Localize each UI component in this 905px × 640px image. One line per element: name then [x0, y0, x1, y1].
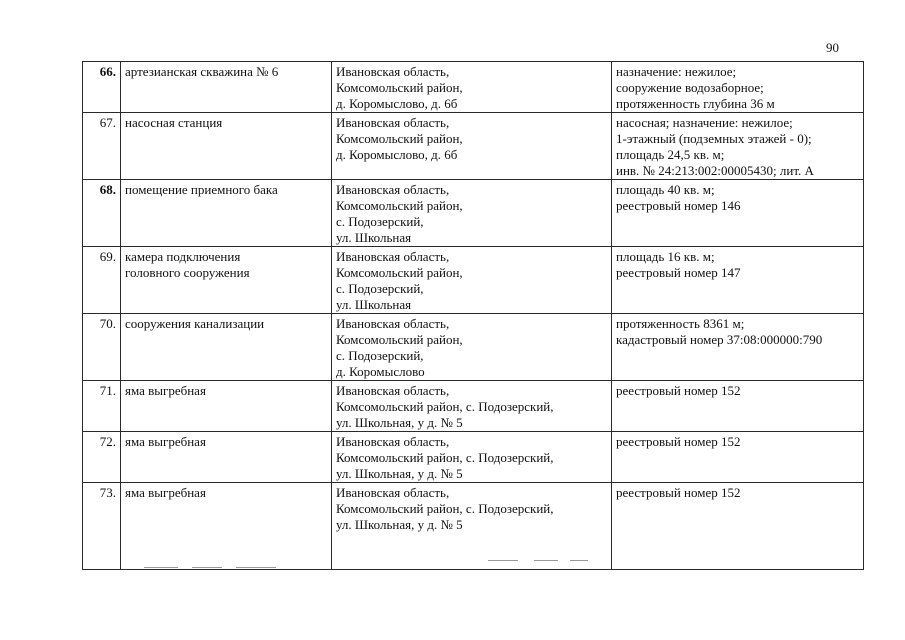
details-cell [612, 381, 864, 432]
details-line: реестровый номер 146 [616, 198, 741, 213]
address-line: Комсомольский район, с. Подозерский, [336, 399, 554, 414]
details-cell [612, 314, 864, 381]
address-line: Комсомольский район, с. Подозерский, [336, 450, 554, 465]
details-cell [612, 247, 864, 314]
details-cell [612, 180, 864, 247]
address-line: Комсомольский район, [336, 131, 463, 146]
address-line: Комсомольский район, [336, 332, 463, 347]
details-cell [612, 113, 864, 180]
address-line: Комсомольский район, [336, 265, 463, 280]
object-name-line: помещение приемного бака [125, 182, 278, 197]
address-cell [332, 62, 612, 113]
address-line: Комсомольский район, [336, 198, 463, 213]
address-cell [332, 180, 612, 247]
address-line: д. Коромыслово, д. 6б [336, 147, 458, 162]
object-name-cell [121, 247, 332, 314]
details-line: сооружение водозаборное; [616, 80, 764, 95]
object-name-cell [121, 180, 332, 247]
details-cell [612, 483, 864, 570]
table-row [83, 483, 864, 570]
row-number: 69. [83, 247, 121, 314]
object-name-cell [121, 483, 332, 570]
address-cell [332, 247, 612, 314]
details-line: реестровый номер 152 [616, 383, 741, 398]
row-number: 70. [83, 314, 121, 381]
object-name-line: насосная станция [125, 115, 223, 130]
details-line: протяженность 8361 м; [616, 316, 745, 331]
details-cell [612, 62, 864, 113]
row-number: 66. [83, 62, 121, 113]
address-line: Ивановская область, [336, 485, 450, 500]
property-registry-table [82, 61, 864, 570]
scan-artifact [144, 567, 178, 568]
address-line: ул. Школьная, у д. № 5 [336, 415, 463, 430]
address-line: с. Подозерский, [336, 281, 424, 296]
object-name-line: головного сооружения [125, 265, 250, 280]
address-line: ул. Школьная, у д. № 5 [336, 466, 463, 481]
address-line: с. Подозерский, [336, 348, 424, 363]
address-cell [332, 314, 612, 381]
table-row [83, 62, 864, 113]
address-cell [332, 381, 612, 432]
details-line: инв. № 24:213:002:00005430; лит. А [616, 163, 814, 178]
details-cell [612, 432, 864, 483]
row-number: 68. [83, 180, 121, 247]
object-name-cell [121, 381, 332, 432]
object-name-cell [121, 113, 332, 180]
table-row [83, 180, 864, 247]
address-line: Ивановская область, [336, 182, 450, 197]
row-number: 72. [83, 432, 121, 483]
scan-artifact [236, 567, 276, 568]
details-line: 1-этажный (подземных этажей - 0); [616, 131, 812, 146]
object-name-line: яма выгребная [125, 383, 206, 398]
table-row [83, 432, 864, 483]
row-number: 71. [83, 381, 121, 432]
address-line: ул. Школьная [336, 230, 412, 245]
details-line: реестровый номер 147 [616, 265, 741, 280]
details-line: насосная; назначение: нежилое; [616, 115, 793, 130]
address-cell [332, 432, 612, 483]
object-name-line: артезианская скважина № 6 [125, 64, 279, 79]
address-line: Ивановская область, [336, 64, 450, 79]
details-line: реестровый номер 152 [616, 485, 741, 500]
address-line: д. Коромыслово [336, 364, 425, 379]
details-line: кадастровый номер 37:08:000000:790 [616, 332, 823, 347]
address-line: ул. Школьная, у д. № 5 [336, 517, 463, 532]
scan-artifact [534, 560, 558, 561]
details-line: площадь 40 кв. м; [616, 182, 715, 197]
row-number: 67. [83, 113, 121, 180]
object-name-cell [121, 432, 332, 483]
scan-artifact [570, 560, 588, 561]
object-name-line: камера подключения [125, 249, 241, 264]
table-row [83, 113, 864, 180]
details-line: площадь 24,5 кв. м; [616, 147, 725, 162]
object-name-cell [121, 314, 332, 381]
object-name-line: яма выгребная [125, 485, 206, 500]
row-number: 73. [83, 483, 121, 570]
details-line: реестровый номер 152 [616, 434, 741, 449]
details-line: протяженность глубина 36 м [616, 96, 775, 111]
address-cell [332, 483, 612, 570]
details-line: назначение: нежилое; [616, 64, 737, 79]
scan-artifact [192, 567, 222, 568]
address-line: Ивановская область, [336, 249, 450, 264]
address-cell [332, 113, 612, 180]
object-name-cell [121, 62, 332, 113]
table-row [83, 381, 864, 432]
address-line: Ивановская область, [336, 434, 450, 449]
address-line: Ивановская область, [336, 316, 450, 331]
object-name-line: яма выгребная [125, 434, 206, 449]
address-line: Комсомольский район, [336, 80, 463, 95]
table-row [83, 247, 864, 314]
scan-artifact [488, 560, 518, 561]
address-line: Ивановская область, [336, 383, 450, 398]
object-name-line: сооружения канализации [125, 316, 265, 331]
page-number: 90 [826, 40, 839, 55]
table-row [83, 314, 864, 381]
address-line: Комсомольский район, с. Подозерский, [336, 501, 554, 516]
address-line: Ивановская область, [336, 115, 450, 130]
details-line: площадь 16 кв. м; [616, 249, 715, 264]
address-line: с. Подозерский, [336, 214, 424, 229]
address-line: д. Коромыслово, д. 6б [336, 96, 458, 111]
address-line: ул. Школьная [336, 297, 412, 312]
